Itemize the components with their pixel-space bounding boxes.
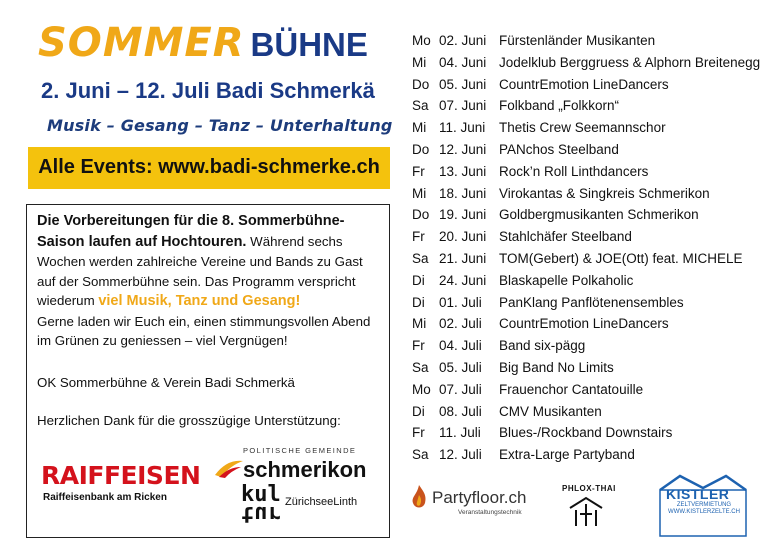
schedule-day: Sa	[412, 250, 429, 266]
schedule-row	[412, 382, 768, 404]
kistler-logo: KISTLER	[666, 486, 730, 502]
schmerikon-caption: POLITISCHE GEMEINDE	[243, 446, 357, 455]
schedule-date: 04. Juni	[439, 54, 487, 70]
schedule-date: 07. Juni	[439, 98, 487, 114]
schedule-date: 05. Juli	[439, 359, 482, 375]
info-thanks: Herzlichen Dank für die grosszügige Unterstützung:	[37, 413, 341, 428]
schedule-row	[412, 360, 768, 382]
schedule-event: Folkband „Folkkorn“	[499, 98, 620, 114]
schedule-day: Do	[412, 76, 430, 92]
schedule-event: Fürstenländer Musikanten	[499, 33, 656, 48]
schedule-day: Mi	[412, 316, 427, 332]
schedule-day: Di	[412, 294, 425, 310]
schedule-event: Band six-pägg	[499, 338, 586, 354]
info-lead-text: Während sechs Wochen werden zahlreiche Vereine und Bands zu Gast auf der Sommerbühne sein. Das Programm verspricht wiederum	[37, 233, 363, 308]
schedule-date: 20. Juni	[439, 229, 487, 245]
schedule-row	[412, 142, 768, 164]
schedule-row	[412, 207, 768, 229]
schedule-date: 02. Juli	[439, 316, 482, 332]
title-buehne: BÜHNE	[250, 26, 368, 63]
schedule-event: PANchos Steelband	[499, 141, 619, 157]
schedule-event: TOM(Gebert) & JOE(Ott) feat. MICHELE	[499, 250, 743, 266]
raiffeisen-subtitle: Raiffeisenbank am Ricken	[43, 492, 167, 503]
info-paragraph	[37, 211, 381, 351]
kultur-region: ZürichseeLinth	[285, 496, 358, 508]
schedule-event: Jodelklub Berggruess & Alphorn Breitenegg	[499, 54, 761, 70]
schedule-event: Big Band No Limits	[499, 359, 614, 375]
schedule-row	[412, 164, 768, 186]
schedule-day: Fr	[412, 425, 425, 441]
schedule-event: Virokantas & Singkreis Schmerikon	[499, 185, 710, 201]
schedule-event: Frauenchor Cantatouille	[499, 381, 644, 397]
schedule-day: Mo	[412, 381, 431, 397]
info-box	[26, 204, 390, 538]
schedule-date: 07. Juli	[439, 381, 482, 397]
schmerikon-swoosh-icon	[213, 455, 245, 479]
schedule-date: 19. Juni	[439, 207, 487, 223]
schedule-date: 11. Juli	[439, 425, 481, 441]
schedule-day: Fr	[412, 229, 425, 245]
kistler-sub-2: WWW.KISTLERZELTE.CH	[668, 509, 740, 515]
events-link[interactable]: Alle Events: www.badi-schmerke.ch	[38, 156, 380, 178]
raiffeisen-logo: RAIFFEISEN	[41, 461, 201, 490]
kultur-logo	[241, 482, 281, 526]
schedule-day: Fr	[412, 163, 425, 179]
partyfloor-logo: Partyfloor.ch	[432, 488, 527, 507]
schedule-row	[412, 273, 768, 295]
schedule-row	[412, 77, 768, 99]
schedule-row	[412, 120, 768, 142]
schedule-date: 24. Juni	[439, 272, 487, 288]
poster-title	[38, 20, 383, 72]
phlox-thai-logo: PHLOX-THAI	[562, 484, 616, 493]
kultur-top: kul	[241, 482, 281, 507]
info-lead-bold: Die Vorbereitungen für die 8. Sommerbühne-Saison laufen auf Hochtouren.	[37, 213, 345, 250]
info-signature: OK Sommerbühne & Verein Badi Schmerkä	[37, 375, 295, 390]
schedule-row	[412, 447, 768, 469]
schedule-row	[412, 251, 768, 273]
schedule-day: Mi	[412, 54, 427, 70]
schedule-date: 12. Juni	[439, 141, 487, 157]
phlox-thai-roof-icon	[566, 494, 606, 530]
tagline: Musik – Gesang – Tanz – Unterhaltung	[47, 116, 393, 135]
schedule-event: Blaskapelle Polkaholic	[499, 272, 634, 288]
kultur-bottom: tur	[241, 501, 281, 526]
schedule-day: Fr	[412, 338, 425, 354]
schedule-event: CMV Musikanten	[499, 403, 602, 419]
schedule-row	[412, 229, 768, 251]
schedule-row	[412, 295, 768, 317]
schedule-event: Thetis Crew Seemannschor	[499, 120, 666, 136]
schedule-row	[412, 425, 768, 447]
schedule-row	[412, 33, 768, 55]
schedule-day: Mi	[412, 120, 427, 136]
schedule-date: 12. Juli	[439, 447, 482, 463]
schedule-day: Mi	[412, 185, 427, 201]
schedule-day: Do	[412, 207, 430, 223]
info-invite: Gerne laden wir Euch ein, einen stimmungsvollen Abend im Grünen zu geniessen – viel Vergnügen!	[37, 313, 371, 348]
schedule-event: Rock’n Roll Linthdancers	[499, 163, 649, 179]
schedule-date: 18. Juni	[439, 185, 487, 201]
partyfloor-flame-icon	[407, 483, 431, 511]
kistler-subtitle	[660, 502, 748, 516]
schedule-row	[412, 55, 768, 77]
title-sommer: SOMMER	[38, 20, 245, 66]
schedule-event: PanKlang Panflötenensembles	[499, 294, 684, 310]
schedule-date: 04. Juli	[439, 338, 482, 354]
schedule-row	[412, 316, 768, 338]
schedule-date: 05. Juni	[439, 76, 487, 92]
schedule-day: Di	[412, 403, 425, 419]
schedule-date: 02. Juni	[439, 33, 487, 48]
schedule-row	[412, 186, 768, 208]
schedule-day: Sa	[412, 98, 429, 114]
schedule-day: Do	[412, 141, 430, 157]
schmerikon-logo: schmerikon	[243, 457, 367, 482]
schedule-row	[412, 404, 768, 426]
schedule-day: Di	[412, 272, 425, 288]
schedule-event: CountrEmotion LineDancers	[499, 316, 669, 332]
kistler-sub-1: ZELTVERMIETUNG	[676, 502, 732, 508]
schedule-event: CountrEmotion LineDancers	[499, 76, 669, 92]
schedule-date: 21. Juni	[439, 250, 487, 266]
schedule-date: 01. Juli	[439, 294, 482, 310]
schedule-row	[412, 338, 768, 360]
schedule-day: Sa	[412, 359, 429, 375]
schedule-date: 08. Juli	[439, 403, 482, 419]
info-highlight: viel Musik, Tanz und Gesang!	[98, 293, 301, 309]
schedule-event: Extra-Large Partyband	[499, 447, 635, 463]
schedule-day: Mo	[412, 33, 431, 48]
schedule-row	[412, 98, 768, 120]
schedule-event: Blues-/Rockband Downstairs	[499, 425, 673, 441]
date-location-subtitle: 2. Juni – 12. Juli Badi Schmerkä	[41, 78, 375, 103]
schedule-day: Sa	[412, 447, 429, 463]
schedule-event: Stahlchäfer Steelband	[499, 229, 632, 245]
events-banner	[28, 147, 390, 189]
schedule-date: 13. Juni	[439, 163, 487, 179]
event-schedule	[412, 33, 768, 469]
schedule-date: 11. Juni	[439, 120, 486, 136]
partyfloor-subtitle: Veranstaltungstechnik	[458, 509, 522, 516]
schedule-event: Goldbergmusikanten Schmerikon	[499, 207, 699, 223]
